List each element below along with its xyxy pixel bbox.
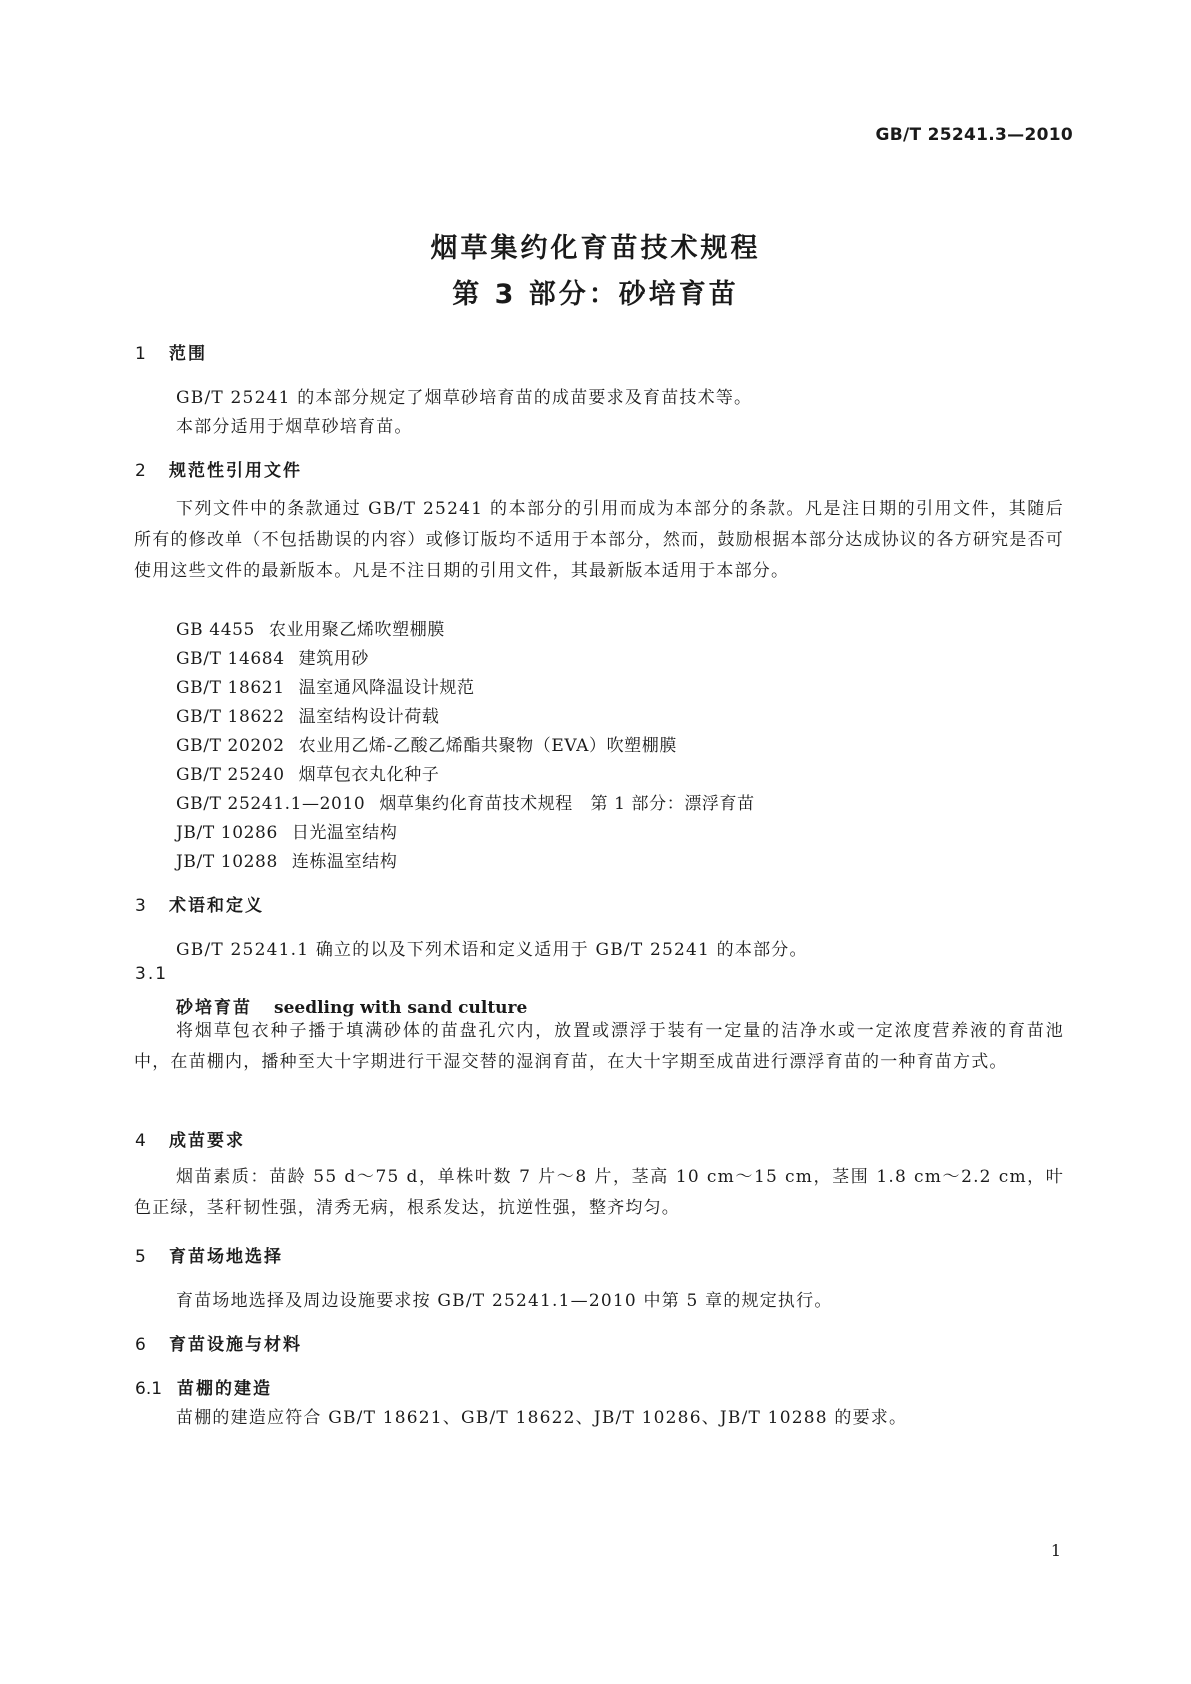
section-title: 育苗场地选择 <box>169 1247 283 1267</box>
section-heading-terms <box>135 891 264 916</box>
subsection-title: 苗棚的建造 <box>177 1379 272 1399</box>
paragraph: GB/T 25241 的本部分规定了烟草砂培育苗的成苗要求及育苗技术等。 <box>176 388 753 408</box>
paragraph: 本部分适用于烟草砂培育苗。 <box>176 417 413 437</box>
reference-title: 日光温室结构 <box>291 823 398 843</box>
reference-item <box>176 644 369 669</box>
section-heading-facilities <box>135 1330 302 1355</box>
term-english: seedling with sand culture <box>274 998 528 1018</box>
section-title: 范围 <box>169 344 207 364</box>
section-number: 3 <box>135 896 146 916</box>
section-title: 规范性引用文件 <box>169 461 302 481</box>
document-title: 烟草集约化育苗技术规程 <box>430 233 761 264</box>
section-number: 1 <box>135 344 146 364</box>
reference-title: 温室结构设计荷载 <box>298 707 440 727</box>
reference-code: GB/T 18622 <box>176 707 285 727</box>
reference-title: 烟草包衣丸化种子 <box>298 765 440 785</box>
reference-title: 温室通风降温设计规范 <box>298 678 475 698</box>
section-number: 5 <box>135 1247 146 1267</box>
section-title: 成苗要求 <box>169 1131 245 1151</box>
reference-code: JB/T 10288 <box>176 852 278 872</box>
reference-item <box>176 789 755 814</box>
section-number: 6 <box>135 1335 146 1355</box>
reference-item <box>176 818 397 843</box>
reference-item <box>176 673 475 698</box>
term-chinese: 砂培育苗 <box>176 998 252 1018</box>
page-number: 1 <box>1050 1541 1061 1560</box>
section-number: 4 <box>135 1131 146 1151</box>
subsection-number: 6.1 <box>135 1379 163 1399</box>
reference-item <box>176 731 677 756</box>
reference-item <box>176 702 439 727</box>
paragraph: 烟苗素质：苗龄 55 d～75 d，单株叶数 7 片～8 片，茎高 10 cm～15 cm，茎围 1.8 cm～2.2 cm，叶色正绿，茎秆韧性强，清秀无病，根系发达，抗逆性强，整齐均匀。 <box>134 1167 1064 1218</box>
term-definition: 将烟草包衣种子播于填满砂体的苗盘孔穴内，放置或漂浮于装有一定量的洁净水或一定浓度营养液的育苗池中，在苗棚内，播种至大十字期进行干湿交替的湿润育苗，在大十字期至成苗进行漂浮育苗的一种育苗方式。 <box>134 1021 1064 1072</box>
reference-title: 建筑用砂 <box>298 649 370 669</box>
reference-code: GB/T 20202 <box>176 736 285 756</box>
section-heading-scope <box>135 339 207 364</box>
reference-item <box>176 760 439 785</box>
reference-item <box>176 847 397 872</box>
reference-code: GB 4455 <box>176 620 255 640</box>
section-title: 术语和定义 <box>169 896 264 916</box>
term-number: 3.1 <box>135 964 169 984</box>
paragraph: 下列文件中的条款通过 GB/T 25241 的本部分的引用而成为本部分的条款。凡是注日期的引用文件，其随后所有的修改单（不包括勘误的内容）或修订版均不适用于本部分，然而，鼓励根据本部分达成协议的各方研究是否可使用这些文件的最新版本。凡是不注日期的引用文件，其最新版本适用于本部分。 <box>134 499 1064 581</box>
section-heading-seedling-requirements <box>135 1126 245 1151</box>
reference-title: 农业用乙烯-乙酸乙烯酯共聚物（EVA）吹塑棚膜 <box>298 736 677 756</box>
reference-code: JB/T 10286 <box>176 823 278 843</box>
section-number: 2 <box>135 461 146 481</box>
reference-code: GB/T 14684 <box>176 649 285 669</box>
reference-title: 烟草集约化育苗技术规程 第 1 部分：漂浮育苗 <box>379 794 755 814</box>
reference-item <box>176 615 445 640</box>
paragraph: GB/T 25241.1 确立的以及下列术语和定义适用于 GB/T 25241 的本部分。 <box>176 940 808 960</box>
subsection-heading-shed-construction <box>135 1374 272 1399</box>
paragraph: 苗棚的建造应符合 GB/T 18621、GB/T 18622、JB/T 10286、JB/T 10288 的要求。 <box>176 1408 908 1428</box>
section-heading-normative-references <box>135 456 302 481</box>
paragraph: 育苗场地选择及周边设施要求按 GB/T 25241.1—2010 中第 5 章的规定执行。 <box>176 1291 833 1311</box>
reference-code: GB/T 25241.1—2010 <box>176 794 366 814</box>
term-entry <box>176 993 527 1018</box>
document-subtitle: 第 3 部分：砂培育苗 <box>452 279 739 310</box>
reference-code: GB/T 25240 <box>176 765 285 785</box>
standard-code: GB/T 25241.3—2010 <box>875 125 1073 145</box>
section-title: 育苗设施与材料 <box>169 1335 302 1355</box>
reference-title: 连栋温室结构 <box>291 852 398 872</box>
reference-title: 农业用聚乙烯吹塑棚膜 <box>268 620 445 640</box>
section-heading-site-selection <box>135 1242 283 1267</box>
reference-code: GB/T 18621 <box>176 678 285 698</box>
